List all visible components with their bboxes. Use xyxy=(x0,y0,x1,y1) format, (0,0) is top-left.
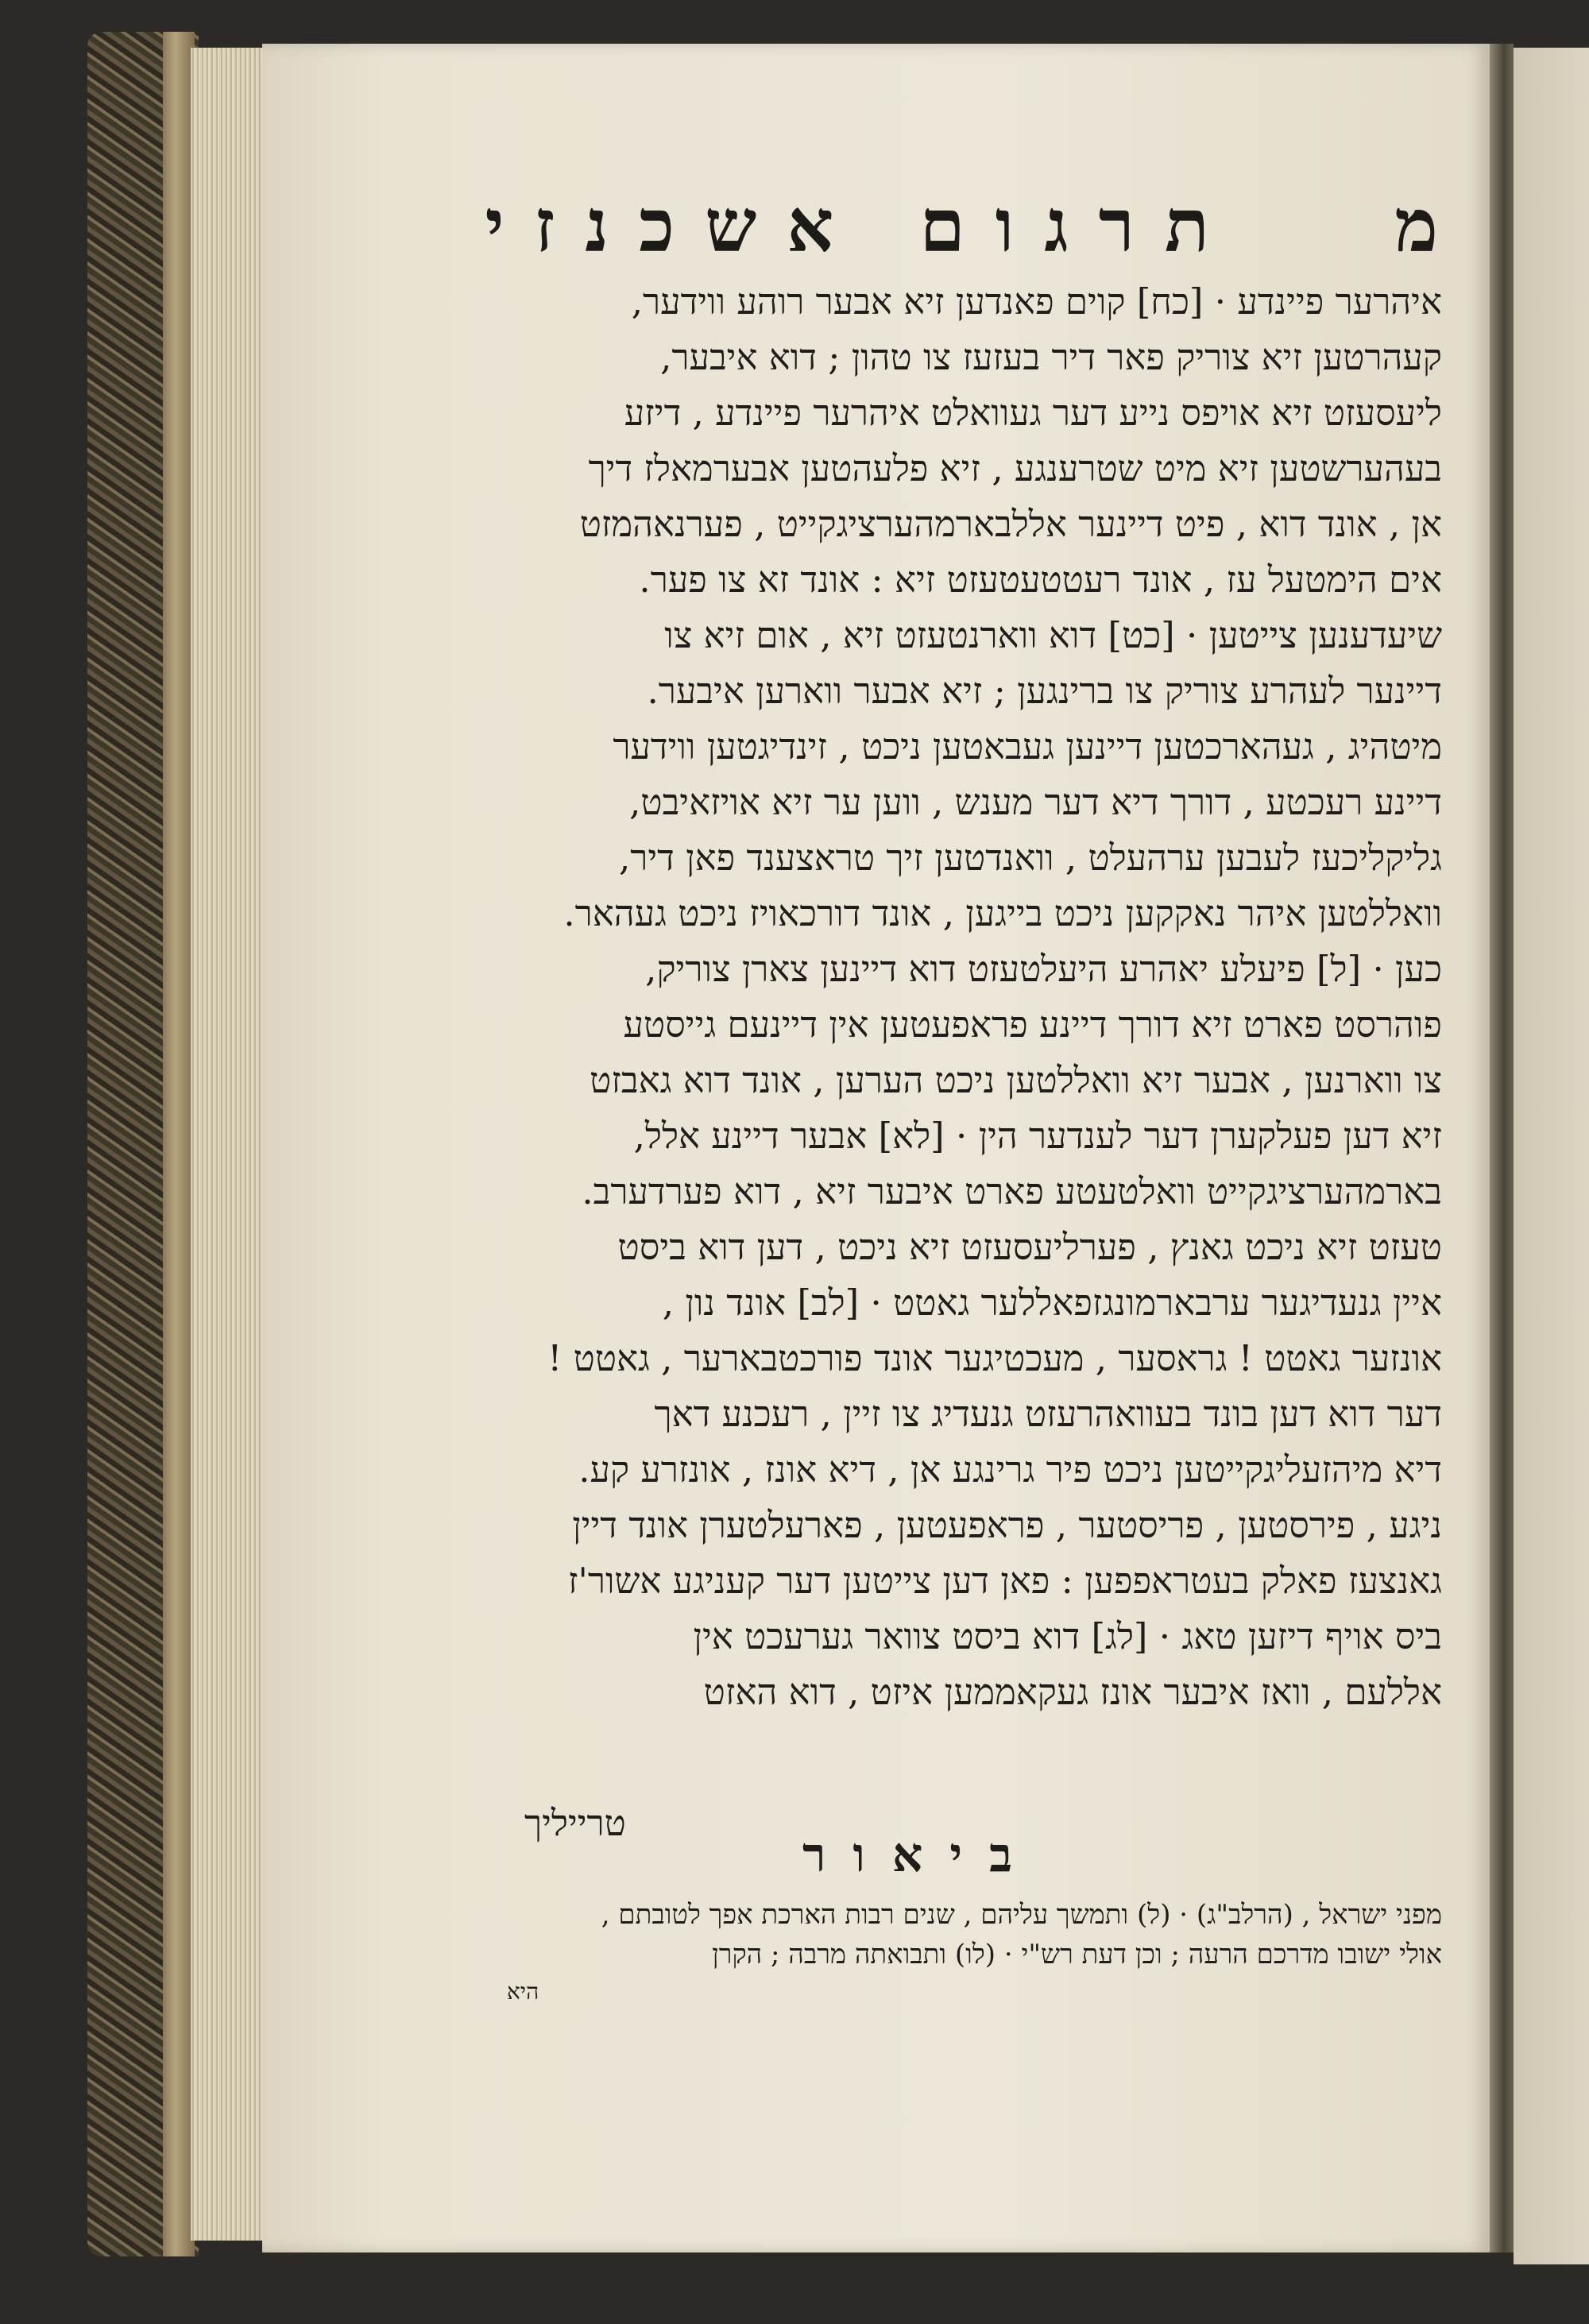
page-block-edges xyxy=(191,48,266,2241)
text-line: בארמהערציגקייט וואלטעטע פארט איבער זיא , דוא פערדערב. xyxy=(582,1170,1442,1212)
text-line: שיעדענען צייטען · [כט] דוא ווארנטעזט זיא , אום זיא צו xyxy=(664,614,1442,656)
text-line: ניגע , פירסטען , פריסטער , פראפעטען , פארעלטערן אונד דיין xyxy=(572,1504,1442,1546)
running-title: תרגום אשכנזי xyxy=(485,183,1239,269)
commentary-heading: ביאור xyxy=(802,1827,1039,1883)
text-line: אללעם , וואז איבער אונז געקאממען איזט , דוא האזט xyxy=(703,1671,1442,1713)
text-line: איהרער פיינדע · [כח] קוים פאנדען זיא אבער רוהע ווידער, xyxy=(631,280,1442,323)
text-line: ביס אויף דיזען טאג · [לג] דוא ביסט צוואר גערעכט אין xyxy=(693,1615,1442,1657)
note-catchword: היא xyxy=(507,1978,539,2005)
text-line: דיינע רעכטע , דורך דיא דער מענש , ווען ער זיא אויזאיבט, xyxy=(629,781,1442,823)
page-header xyxy=(302,183,1438,270)
cover-edge xyxy=(163,32,195,2256)
text-line: אן , אונד דוא , פיט דיינער אללבארמהערציגקייט , פערנאהמזט xyxy=(579,503,1442,545)
text-line: דיינער לעהרע צוריק צו ברינגען ; זיא אבער ווארען איבער. xyxy=(647,670,1442,712)
folio-number: מ xyxy=(1394,183,1438,269)
text-line: ליעסעזט זיא אויפס נייע דער געוואלט איהרער פיינדע , דיזע xyxy=(624,392,1442,434)
text-line: זיא דען פעלקערן דער לענדער הין · [לא] אבער דיינע אלל, xyxy=(633,1115,1442,1157)
text-line: אים הימטעל עז , אונד רעטטעטעזט זיא : אונד זא צו פער. xyxy=(639,559,1442,601)
text-line: כען · [ל] פיעלע יאהרע היעלטעזט דוא דיינען צארן צוריק, xyxy=(645,948,1442,990)
text-line: טעזט זיא ניכט גאנץ , פערליעסעזט זיא ניכט , דען דוא ביסט xyxy=(617,1226,1442,1268)
note-line: אולי ישובו מדרכם הרעה ; וכן דעת רש"י · (לו) ותבואתה מרבה ; הקרן xyxy=(712,1939,1442,1970)
text-line: גאנצעז פאלק בעטראפפען : פאן דען צייטען דער קעניגע אשור'ז xyxy=(567,1560,1442,1602)
text-line: דיא מיהזעליגקייטען ניכט פיר גרינגע אן , דיא אונז , אונזרע קע. xyxy=(578,1448,1442,1491)
text-line: וואללטען איהר נאקקען ניכט בייגען , אונד דורכאויז ניכט געהאר. xyxy=(563,892,1442,934)
main-text-block xyxy=(361,274,1442,1720)
text-line: בעהערשטען זיא מיט שטרענגע , זיא פלעהטען אבערמאלז דיך xyxy=(588,447,1442,489)
text-line: פוהרסט פארט זיא דורך דיינע פראפעטען אין דיינעם גייסטע xyxy=(623,1003,1442,1046)
book-gutter xyxy=(1490,44,1514,2252)
text-line: מיטהיג , געהארכטען דיינען געבאטען ניכט , זינדיגטען ווידער xyxy=(613,725,1442,768)
catchword: טרייליך xyxy=(524,1802,626,1844)
text-line: צו ווארנען , אבער זיא וואללטען ניכט הערען , אונד דוא גאבזט xyxy=(590,1059,1442,1101)
facing-page-edge xyxy=(1514,48,1589,2264)
commentary-notes xyxy=(361,1895,1442,1974)
text-line: גליקליכעז לעבען ערהעלט , וואנדטען זיך טראצענד פאן דיר, xyxy=(618,837,1442,879)
note-line: מפני ישראל , (הרלב"ג) · (ל) ותמשך עליהם , שנים רבות הארכת אפך לטובתם , xyxy=(601,1899,1442,1931)
text-line: אונזער גאטט ! גראסער , מעכטיגער אונד פורכטבארער , גאטט ! xyxy=(547,1337,1442,1379)
text-line: איין גנעדיגער ערבארמונגזפאללער גאטט · [לב] אונד נון , xyxy=(662,1282,1442,1324)
text-line: דער דוא דען בונד בעוואהרעזט גנעדיג צו זיין , רעכנע דאך xyxy=(654,1393,1442,1435)
text-line: קעהרטען זיא צוריק פאר דיר בעזעז צו טהון ; דוא איבער, xyxy=(660,336,1442,378)
